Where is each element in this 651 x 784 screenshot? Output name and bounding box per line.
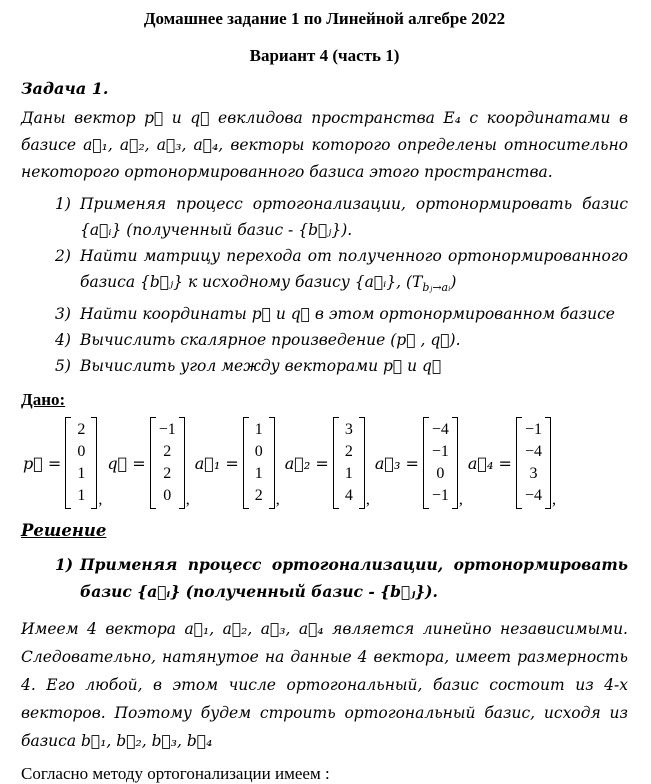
vector-values — [339, 417, 359, 509]
item-text-pre: Найти матрицу перехода от полученного ортонормированного базиса {b⃗ⱼ} к исходному базису {a⃗ᵢ}, (T — [80, 247, 628, 291]
vector-value: 1 — [254, 465, 263, 483]
task-item-1 — [55, 191, 628, 243]
bracket-right — [545, 417, 551, 509]
vector-values — [249, 417, 269, 509]
separator-comma: , — [185, 491, 190, 509]
item-text: Применяя процесс ортогонализации, ортонормировать базис {a⃗ᵢ} (полученный базис - {b⃗ⱼ}). — [80, 195, 628, 239]
bracket-right — [452, 417, 458, 509]
item-text: Вычислить угол между векторами p⃗ и q⃗ — [80, 357, 442, 376]
bracket-right — [91, 417, 97, 509]
solution-paragraph: Имеем 4 вектора a⃗₁, a⃗₂, a⃗₃, a⃗₄ является линейно независимыми. Следовательно, натянутое на данные 4 вектора, имеет размерность 4. Его любой, в этом числе ортогональный, базис состоит из 4-х векторов. Поэтому будем строить ортогональный базис, исходя из базиса b⃗₁, b⃗₂, b⃗₃, b⃗₄ — [21, 620, 628, 751]
item-number: 1) — [55, 195, 71, 213]
vector-value: 0 — [436, 465, 445, 483]
bracket-right — [359, 417, 365, 509]
vector-value: 1 — [77, 487, 86, 505]
item-number: 5) — [55, 357, 71, 376]
vector-value: 2 — [254, 487, 263, 505]
vector-value: 3 — [344, 421, 353, 439]
document-title: Домашнее задание 1 по Линейной алгебре 2022 — [143, 9, 506, 28]
vector-value: 0 — [77, 443, 86, 461]
separator-comma: , — [365, 491, 370, 509]
separator-comma: , — [458, 491, 463, 509]
vector-value: −1 — [431, 443, 449, 461]
item-text — [80, 243, 628, 301]
vector-equation-a2 — [283, 417, 373, 509]
separator-comma: , — [275, 491, 280, 509]
vector-equation-a1 — [193, 417, 283, 509]
task-item-2 — [55, 243, 628, 301]
vector-label: a⃗₃ = — [374, 453, 419, 473]
vector-label: a⃗₂ = — [284, 453, 329, 473]
item-number: 4) — [55, 331, 71, 350]
task-list — [21, 191, 628, 379]
item-number: 2) — [55, 247, 71, 265]
vector-value: 1 — [77, 465, 86, 483]
task-item-5 — [55, 353, 628, 379]
vector-value: 4 — [344, 487, 353, 505]
vector-equation-p — [21, 417, 105, 509]
vector-value: −4 — [431, 421, 449, 439]
item-number: 3) — [55, 305, 71, 324]
vector-values — [522, 417, 545, 509]
vector-value: 1 — [344, 465, 353, 483]
given-vectors-row — [21, 417, 628, 509]
vector-value: 2 — [344, 443, 353, 461]
bracket-right — [179, 417, 185, 509]
vector-value: −4 — [524, 443, 542, 461]
separator-comma: , — [551, 491, 556, 509]
vector-equation-a3 — [373, 417, 466, 509]
given-heading: Дано: — [21, 390, 66, 410]
bracket-right — [269, 417, 275, 509]
vector-label: a⃗₄ = — [467, 453, 512, 473]
task-intro: Даны вектор p⃗ и q⃗ евклидова пространства E₄ с координатами в базисе a⃗₁, a⃗₂, a⃗₃, a⃗₄, векторы которого определены относительно некоторого ортонормированного базиса этого пространства. — [21, 109, 628, 181]
vector-values — [429, 417, 452, 509]
item-text-post: ) — [450, 273, 457, 291]
vector-values — [71, 417, 91, 509]
vector-value: −1 — [431, 487, 449, 505]
vector-value: 2 — [77, 421, 86, 439]
vector-value: 3 — [529, 465, 538, 483]
step-text: Применяя процесс ортогонализации, ортонормировать базис {a⃗ᵢ} (полученный базис - {b⃗ⱼ}). — [80, 555, 628, 602]
column-vector — [150, 417, 185, 509]
variant-subtitle: Вариант 4 (часть 1) — [249, 46, 400, 65]
vector-value: 0 — [163, 487, 172, 505]
column-vector — [516, 417, 551, 509]
vector-value: −4 — [524, 487, 542, 505]
vector-values — [156, 417, 179, 509]
vector-value: 1 — [254, 421, 263, 439]
vector-value: −1 — [524, 421, 542, 439]
vector-equation-q — [105, 417, 192, 509]
vector-label: a⃗₁ = — [194, 453, 239, 473]
solution-closing: Согласно методу ортогонализации имеем : — [21, 764, 330, 784]
item-text: Вычислить скалярное произведение (p⃗ , q⃗). — [80, 331, 461, 350]
item-number: 1) — [55, 555, 74, 575]
vector-label: p⃗ = — [23, 453, 62, 473]
separator-comma: , — [98, 491, 103, 509]
vector-label: q⃗ = — [107, 453, 146, 473]
solution-heading: Решение — [21, 521, 107, 541]
column-vector — [333, 417, 365, 509]
vector-equation-a4 — [466, 417, 559, 509]
task-item-4 — [55, 327, 628, 353]
vector-value: −1 — [158, 421, 176, 439]
transition-matrix-subscript: bⱼ→aᵢ — [422, 281, 451, 295]
solution-step-1 — [55, 551, 628, 605]
column-vector — [243, 417, 275, 509]
vector-value: 0 — [254, 443, 263, 461]
column-vector — [65, 417, 97, 509]
task-item-3 — [55, 301, 628, 327]
vector-value: 2 — [163, 465, 172, 483]
vector-value: 2 — [163, 443, 172, 461]
column-vector — [423, 417, 458, 509]
task-heading: Задача 1. — [21, 79, 109, 98]
item-text: Найти координаты p⃗ и q⃗ в этом ортонормированном базисе — [80, 305, 615, 324]
